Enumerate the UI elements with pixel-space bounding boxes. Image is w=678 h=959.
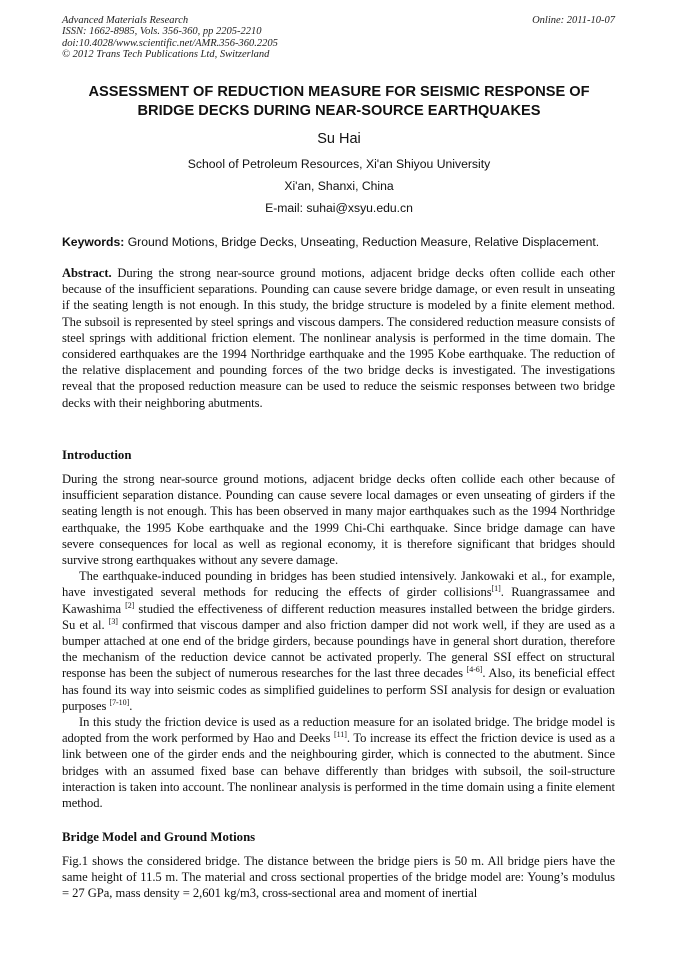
intro-paragraph-1: During the strong near-source ground motions, adjacent bridge decks often collide each other because of insufficient separation distance. Pounding can cause severe local damages or even unseating of girders if the seating length is not enough. This has been observed in many major earthquakes such as the 1994 Northridge earthquake, the 1995 Kobe earthquake and the 1999 Chi-Chi earthquake. Since bridge damage can have severe consequences for local as well as regional economy, it is therefore significant that bridges should survive strong earthquakes without any severe damage. <box>62 472 615 568</box>
intro-p2-text: . Also, its beneficial effect has found its way into seismic codes as simplified guidelines to perform SSI analysis for design or evaluation purposes <box>62 666 615 713</box>
bridge-paragraph-1: Fig.1 shows the considered bridge. The distance between the bridge piers is 50 m. All bridge piers have the same height of 11.5 m. The material and cross sectional properties of the bridge model are: Young’s modulus = 27 GPa, mass density = 2,601 kg/m3, cross-sectional area and moment of inertial <box>62 854 615 901</box>
intro-p2-text: . Ruangrassamee and Kawashima <box>62 585 615 616</box>
citation: [11] <box>334 730 347 740</box>
intro-p3-text: . To increase its effect the friction device is used as a link between one of the girder ends and the neighbouring girder, which is connected to the abutment. Since bridges with an assumed fixed base can behave differently than bridges with subsoil, the soil-structure interaction is taken into account. The nonlinear analysis is performed in the time domain using a finite element method. <box>62 731 615 811</box>
bridge-model-body <box>62 853 615 902</box>
email: E-mail: suhai@xsyu.edu.cn <box>265 201 413 215</box>
issn-line: ISSN: 1662-8985, Vols. 356-360, pp 2205-2210 <box>62 26 262 38</box>
introduction-body <box>62 471 615 811</box>
citation: [2] <box>125 600 135 610</box>
journal-name: Advanced Materials Research <box>62 15 189 26</box>
title-line-1: ASSESSMENT OF REDUCTION MEASURE FOR SEISMIC RESPONSE OF <box>88 84 590 100</box>
intro-p2-text: . <box>129 698 133 713</box>
journal-header <box>62 15 615 60</box>
citation: [4-6] <box>466 665 483 675</box>
abstract <box>62 265 615 411</box>
citation: [3] <box>108 616 118 626</box>
paper-title <box>40 83 638 120</box>
abstract-text: During the strong near-source ground motions, adjacent bridge decks often collide each other because of the insufficient separations. Pounding can cause severe bridge damage, or even result in unseating if the seating length is not enough. In this study, the bridge structure is modeled by a finite element method. The subsoil is represented by steel springs and viscous dampers. The considered reduction measure consists of steel springs with additional friction element. The nonlinear analysis is performed in the time domain. The considered earthquakes are the 1994 Northridge earthquake and the 1995 Kobe earthquake. The reduction of the relative displacement and pounding forces of the two bridge decks is investigated. The investigations reveal that the proposed reduction measure can be used to reduce the seismic responses between two bridge decks with their neighboring abutments. <box>62 266 615 410</box>
intro-p2-text: studied the effectiveness of different reduction measures installed between the bridge girders. Su et al. <box>62 601 615 632</box>
citation: [1] <box>491 584 501 594</box>
intro-p3-text: In this study the friction device is used as a reduction measure for an isolated bridge. The bridge model is adopted from the work performed by Hao and Deeks <box>62 715 615 746</box>
intro-paragraph-2 <box>62 568 615 714</box>
keywords <box>62 235 622 250</box>
keywords-label: Keywords: <box>62 235 125 249</box>
citation: [7-10] <box>109 697 130 707</box>
intro-p2-text: confirmed that viscous damper and also friction damper did not work well, if they are used as a bumper attached at one end of the bridge girders, because poundings have in general short duration, therefore the mechanism of the reduction device cannot be activated properly. The general SSI effect on structural response has been the subject of numerous researches for the last three decades <box>62 617 615 681</box>
section-heading-introduction: Introduction <box>62 448 132 462</box>
section-heading-bridge-model: Bridge Model and Ground Motions <box>62 830 256 844</box>
abstract-label: Abstract. <box>62 266 112 280</box>
copyright-line: © 2012 Trans Tech Publications Ltd, Switzerland <box>62 48 270 60</box>
intro-paragraph-3 <box>62 714 615 811</box>
affiliation: School of Petroleum Resources, Xi'an Shiyou University <box>187 157 491 171</box>
online-date: Online: 2011-10-07 <box>532 15 615 26</box>
location: Xi'an, Shanxi, China <box>284 179 394 193</box>
intro-p2-text: The earthquake-induced pounding in bridges has been studied intensively. Jankowaki et al., for example, have investigated several methods for reducing the effects of girder collisions <box>62 569 615 600</box>
keywords-text: Ground Motions, Bridge Decks, Unseating, Reduction Measure, Relative Displacement. <box>124 235 600 249</box>
doi-line: doi:10.4028/www.scientific.net/AMR.356-360.2205 <box>62 37 278 49</box>
author-name: Su Hai <box>317 131 361 147</box>
title-line-2: BRIDGE DECKS DURING NEAR-SOURCE EARTHQUAKES <box>137 102 541 119</box>
